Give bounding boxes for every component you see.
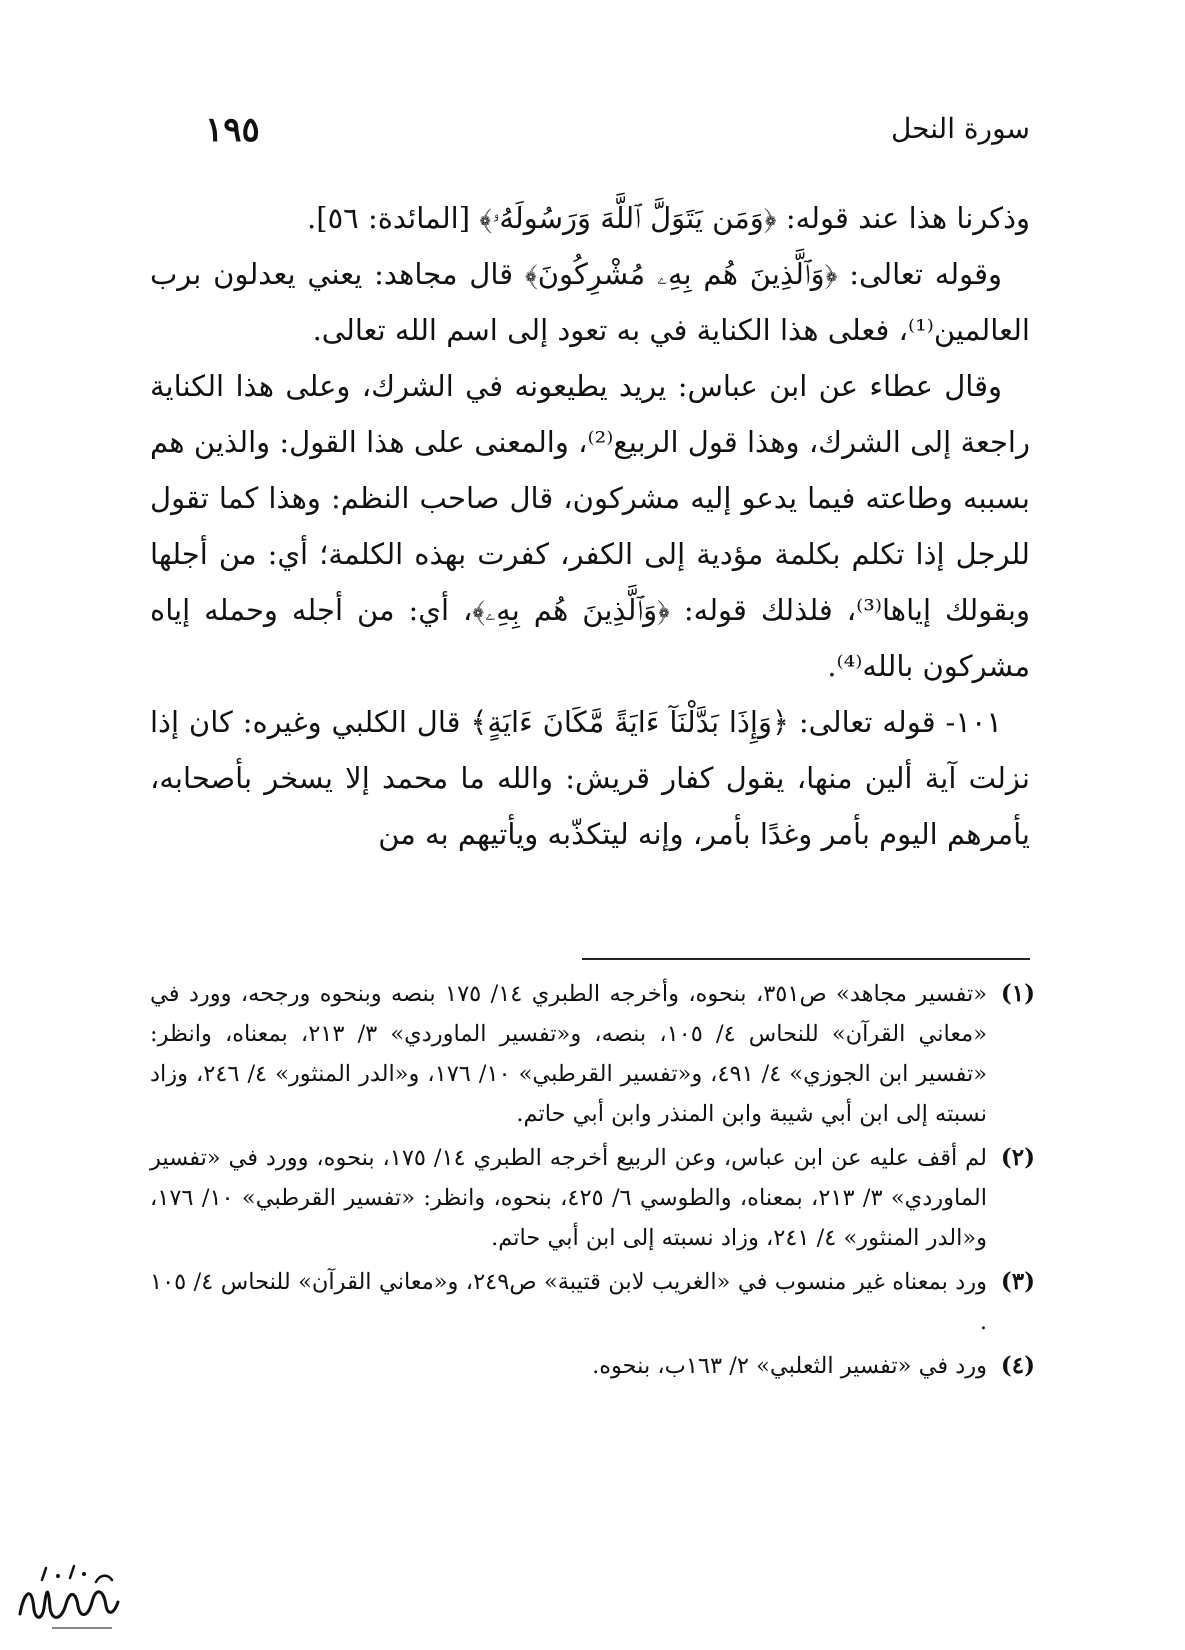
footnote-number: (١) xyxy=(1000,980,1035,1007)
footnote xyxy=(150,1262,1035,1342)
footnote-number: (٢) xyxy=(1000,1144,1035,1171)
footnote-text: لم أقف عليه عن ابن عباس، وعن الربيع أخرجه الطبري ١٤/ ١٧٥، بنحوه، وورد في «تفسير الماوردي» ٣/ ٢١٣، بمعناه، والطوسي ٦/ ٤٢٥، بنحوه، وانظر: «تفسير القرطبي» ١٠/ ١٧٦، و«الدر المنثور» ٤/ ٢٤١، وزاد نسبته إلى ابن أبي حاتم. xyxy=(150,1145,988,1251)
footnote xyxy=(150,1138,1035,1258)
footnote-text: ورد بمعناه غير منسوب في «الغريب لابن قتيبة» ص٢٤٩، و«معاني القرآن» للنحاس ٤/ ١٠٥ . xyxy=(150,1269,987,1335)
paragraph: وقوله تعالى: ﴿وَٱلَّذِينَ هُم بِهِۦ مُشْرِكُونَ﴾ قال مجاهد: يعني يعدلون برب العالمين⁽¹⁾، فعلى هذا الكناية في به تعود إلى اسم الله تعالى. xyxy=(150,257,1030,347)
logo-calligraphy-icon xyxy=(12,1562,124,1634)
footnote xyxy=(150,1346,1035,1386)
footnote-number: (٤) xyxy=(1000,1352,1035,1379)
footnote-separator xyxy=(582,958,1030,960)
paragraph: وقال عطاء عن ابن عباس: يريد يطيعونه في الشرك، وعلى هذا الكناية راجعة إلى الشرك، وهذا قول الربيع⁽²⁾، والمعنى على هذا القول: والذين هم بسببه وطاعته فيما يدعو إليه مشركون، قال صاحب النظم: وهذا كما تقول للرجل إذا تكلم بكلمة مؤدية إلى الكفر، كفرت بهذه الكلمة؛ أي: من أجلها وبقولك إياها⁽³⁾، فلذلك قوله: ﴿وَٱلَّذِينَ هُم بِهِۦ﴾، أي: من أجله وحمله إياه مشركون بالله⁽⁴⁾. xyxy=(150,369,1030,683)
footnote-number: (٣) xyxy=(1000,1268,1035,1295)
paragraph: وذكرنا هذا عند قوله: ﴿وَمَن يَتَوَلَّ ٱللَّهَ وَرَسُولَهُۥ﴾ [المائدة: ٥٦]. xyxy=(307,201,1030,235)
page-number: ١٩٥ xyxy=(205,110,260,150)
main-text xyxy=(150,190,1030,862)
surah-title: سورة النحل xyxy=(890,112,1030,145)
paragraph: ١٠١- قوله تعالى: ﴿وَإِذَا بَدَّلْنَآ ءَايَةً مَّكَانَ ءَايَةٍ﴾ قال الكلبي وغيره: كان إذا نزلت آية ألين منها، يقول كفار قريش: والله ما محمد إلا يسخر بأصحابه، يأمرهم اليوم بأمر وغدًا بأمر، وإنه ليتكذّبه ويأتيهم به من xyxy=(150,705,1030,851)
footnote xyxy=(150,974,1035,1134)
footnote-text: «تفسير مجاهد» ص٣٥١، بنحوه، وأخرجه الطبري ١٤/ ١٧٥ بنصه وبنحوه ورجحه، وورد في «معاني القرآن» للنحاس ٤/ ١٠٥، بنصه، و«تفسير الماوردي» ٣/ ٢١٣، بمعناه، وانظر: «تفسير ابن الجوزي» ٤/ ٤٩١، و«تفسير القرطبي» ١٠/ ١٧٦، و«الدر المنثور» ٤/ ٢٤٦، وزاد نسبته إلى ابن أبي شيبة وابن المنذر وابن أبي حاتم. xyxy=(150,981,988,1127)
calligraphy-logo-icon xyxy=(12,1562,124,1634)
footnotes xyxy=(150,974,1035,1390)
footnote-text: ورد في «تفسير الثعلبي» ٢/ ١٦٣ب، بنحوه. xyxy=(592,1353,987,1379)
